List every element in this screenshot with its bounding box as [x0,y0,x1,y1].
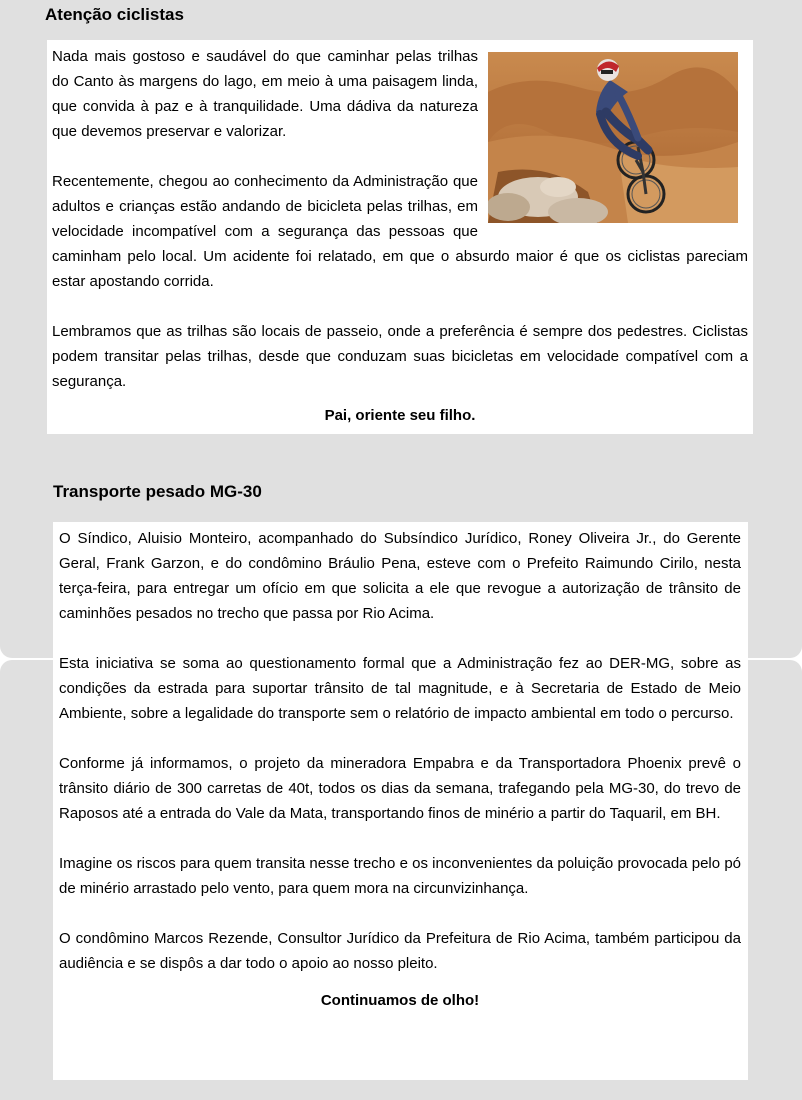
section-title-ciclistas: Atenção ciclistas [45,5,184,24]
section-title-transporte: Transporte pesado MG-30 [53,482,262,501]
closing-ciclistas: Pai, oriente seu filho. [324,407,476,424]
article-body-ciclistas [52,44,748,428]
paragraph-transporte-3: Conforme já informamos, o projeto da mineradora Empabra e da Transportadora Phoenix prevê o trânsito diário de 300 carretas de 40t, todos os dias da semana, trafegando pela MG-30, do trevo de Raposos até a entrada do Vale da Mata, transportando finos de minério a partir do Taquaril, em BH. [59,755,741,822]
paragraph-transporte-4: Imagine os riscos para quem transita nesse trecho e os inconvenientes da poluição provocada pelo pó de minério arrastado pelo vento, para quem mora na circunvizinhança. [59,855,741,897]
paragraph-transporte-2: Esta iniciativa se soma ao questionamento formal que a Administração fez ao DER-MG, sobre as condições da estrada para suportar trânsito de tal magnitude, e à Secretaria de Estado de Meio Ambiente, sobre a legalidade do transporte sem o relatório de impacto ambiental em todo o percurso. [59,655,741,722]
paragraph-transporte-5: O condômino Marcos Rezende, Consultor Jurídico da Prefeitura de Rio Acima, também participou da audiência e se dispôs a dar todo o apoio ao nosso pleito. [59,930,741,972]
article-box-transporte [53,522,748,1080]
mountain-biker-photo [488,52,738,223]
article-box-ciclistas [47,40,753,434]
paragraph-ciclistas-2: Recentemente, chegou ao conhecimento da Administração que adultos e crianças estão andando de bicicleta pelas trilhas, em velocidade incompatível com a segurança das pessoas que caminham pelo local. Um acidente foi relatado, em que o absurdo maior é que os ciclistas pareciam estar apostando corrida. [52,173,748,290]
paragraph-transporte-1: O Síndico, Aluisio Monteiro, acompanhado do Subsíndico Jurídico, Roney Oliveira Jr., do Gerente Geral, Frank Garzon, e do condômino Bráulio Pena, esteve com o Prefeito Raimundo Cirilo, nesta terça-feira, para entregar um ofício em que solicita a ele que revogue a autorização de trânsito de caminhões pesados no trecho que passa por Rio Acima. [59,530,741,622]
paragraph-ciclistas-1: Nada mais gostoso e saudável do que caminhar pelas trilhas do Canto às margens do lago, em meio à uma paisagem linda, que convida à paz e à tranquilidade. Uma dádiva da natureza que devemos preservar e valorizar. [52,48,478,140]
closing-transporte: Continuamos de olho! [320,992,480,1009]
paragraph-ciclistas-3: Lembramos que as trilhas são locais de passeio, onde a preferência é sempre dos pedestres. Ciclistas podem transitar pelas trilhas, desde que conduzam suas bicicletas em velocidade compatível com a segurança. [52,323,748,390]
article-body-transporte [59,526,741,1013]
